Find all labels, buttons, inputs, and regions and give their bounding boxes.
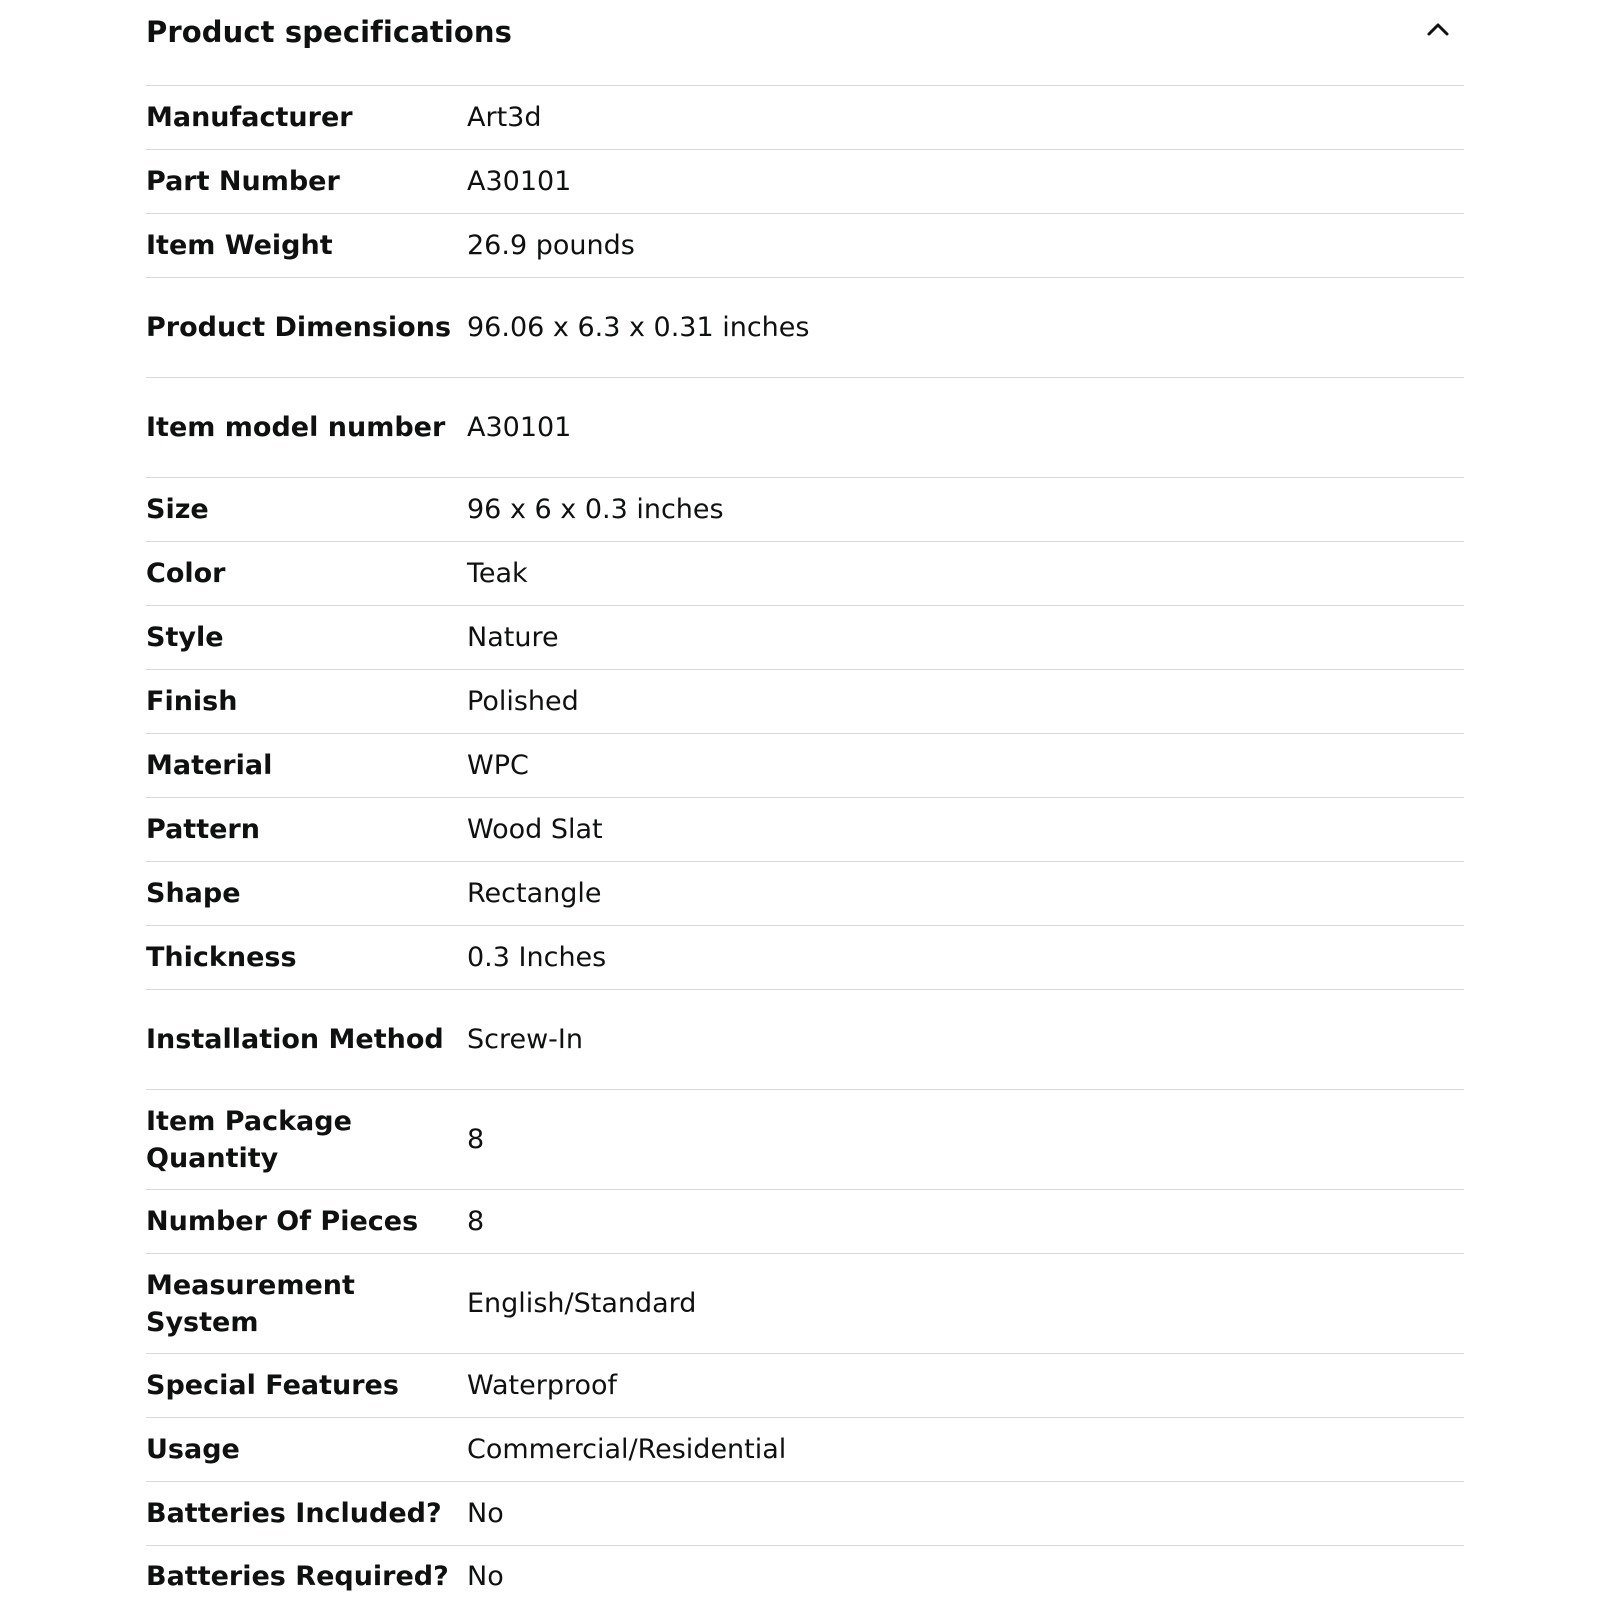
spec-value: 8	[467, 1206, 485, 1237]
spec-value: A30101	[467, 412, 572, 443]
spec-label: Item model number	[146, 412, 446, 443]
spec-label: Size	[146, 494, 209, 525]
spec-row-item-weight	[146, 214, 1464, 278]
spec-label: Batteries Required?	[146, 1560, 449, 1592]
spec-row-color	[146, 542, 1464, 606]
spec-row-measurement-system	[146, 1254, 1464, 1354]
spec-value: A30101	[467, 166, 572, 197]
spec-label: Pattern	[146, 814, 260, 845]
spec-value: 8	[467, 1124, 485, 1155]
spec-label: Measurement System	[146, 1269, 355, 1338]
spec-value: Waterproof	[467, 1370, 618, 1401]
spec-label: Item Package Quantity	[146, 1105, 352, 1174]
spec-row-product-dimensions	[146, 278, 1464, 378]
spec-value: Polished	[467, 686, 579, 717]
spec-row-style	[146, 606, 1464, 670]
spec-label: Thickness	[146, 942, 297, 973]
spec-row-shape	[146, 862, 1464, 926]
spec-value: WPC	[467, 750, 529, 781]
spec-value: No	[467, 1560, 504, 1592]
spec-value: Commercial/Residential	[467, 1434, 787, 1465]
spec-value: 96 x 6 x 0.3 inches	[467, 494, 724, 525]
product-specifications-panel	[146, 0, 1464, 1606]
spec-value: No	[467, 1498, 504, 1529]
spec-label: Batteries Included?	[146, 1498, 442, 1529]
spec-value: 0.3 Inches	[467, 942, 607, 973]
spec-row-size	[146, 478, 1464, 542]
spec-value: Teak	[467, 558, 528, 589]
spec-label: Part Number	[146, 166, 340, 197]
spec-label: Number Of Pieces	[146, 1206, 419, 1237]
spec-label: Material	[146, 750, 273, 781]
spec-value: Art3d	[467, 102, 542, 133]
spec-row-part-number	[146, 150, 1464, 214]
spec-row-usage	[146, 1418, 1464, 1482]
spec-value: Nature	[467, 622, 559, 653]
spec-row-installation-method	[146, 990, 1464, 1090]
spec-label: Shape	[146, 878, 241, 909]
spec-row-pattern	[146, 798, 1464, 862]
spec-label: Manufacturer	[146, 102, 353, 133]
chevron-up-icon[interactable]	[1424, 16, 1452, 44]
spec-label: Color	[146, 558, 226, 589]
spec-label: Finish	[146, 686, 238, 717]
spec-value: Wood Slat	[467, 814, 603, 845]
spec-value: 26.9 pounds	[467, 230, 635, 261]
spec-row-thickness	[146, 926, 1464, 990]
spec-row-item-package-quantity	[146, 1090, 1464, 1190]
spec-label: Installation Method	[146, 1024, 444, 1055]
spec-row-material	[146, 734, 1464, 798]
spec-row-manufacturer	[146, 86, 1464, 150]
spec-label: Usage	[146, 1434, 240, 1465]
spec-row-number-of-pieces	[146, 1190, 1464, 1254]
spec-label: Style	[146, 622, 224, 653]
spec-row-item-model-number	[146, 378, 1464, 478]
section-header[interactable]	[146, 0, 1464, 86]
spec-label: Product Dimensions	[146, 312, 452, 343]
spec-value: English/Standard	[467, 1288, 697, 1319]
spec-row-special-features	[146, 1354, 1464, 1418]
spec-row-batteries-required	[146, 1546, 1464, 1606]
spec-row-batteries-included	[146, 1482, 1464, 1546]
spec-value: 96.06 x 6.3 x 0.31 inches	[467, 312, 810, 343]
specs-table	[146, 86, 1464, 1606]
spec-row-finish	[146, 670, 1464, 734]
spec-value: Rectangle	[467, 878, 602, 909]
spec-label: Item Weight	[146, 230, 333, 261]
spec-label: Special Features	[146, 1370, 399, 1401]
spec-value: Screw-In	[467, 1024, 584, 1055]
section-title: Product specifications	[146, 15, 513, 49]
